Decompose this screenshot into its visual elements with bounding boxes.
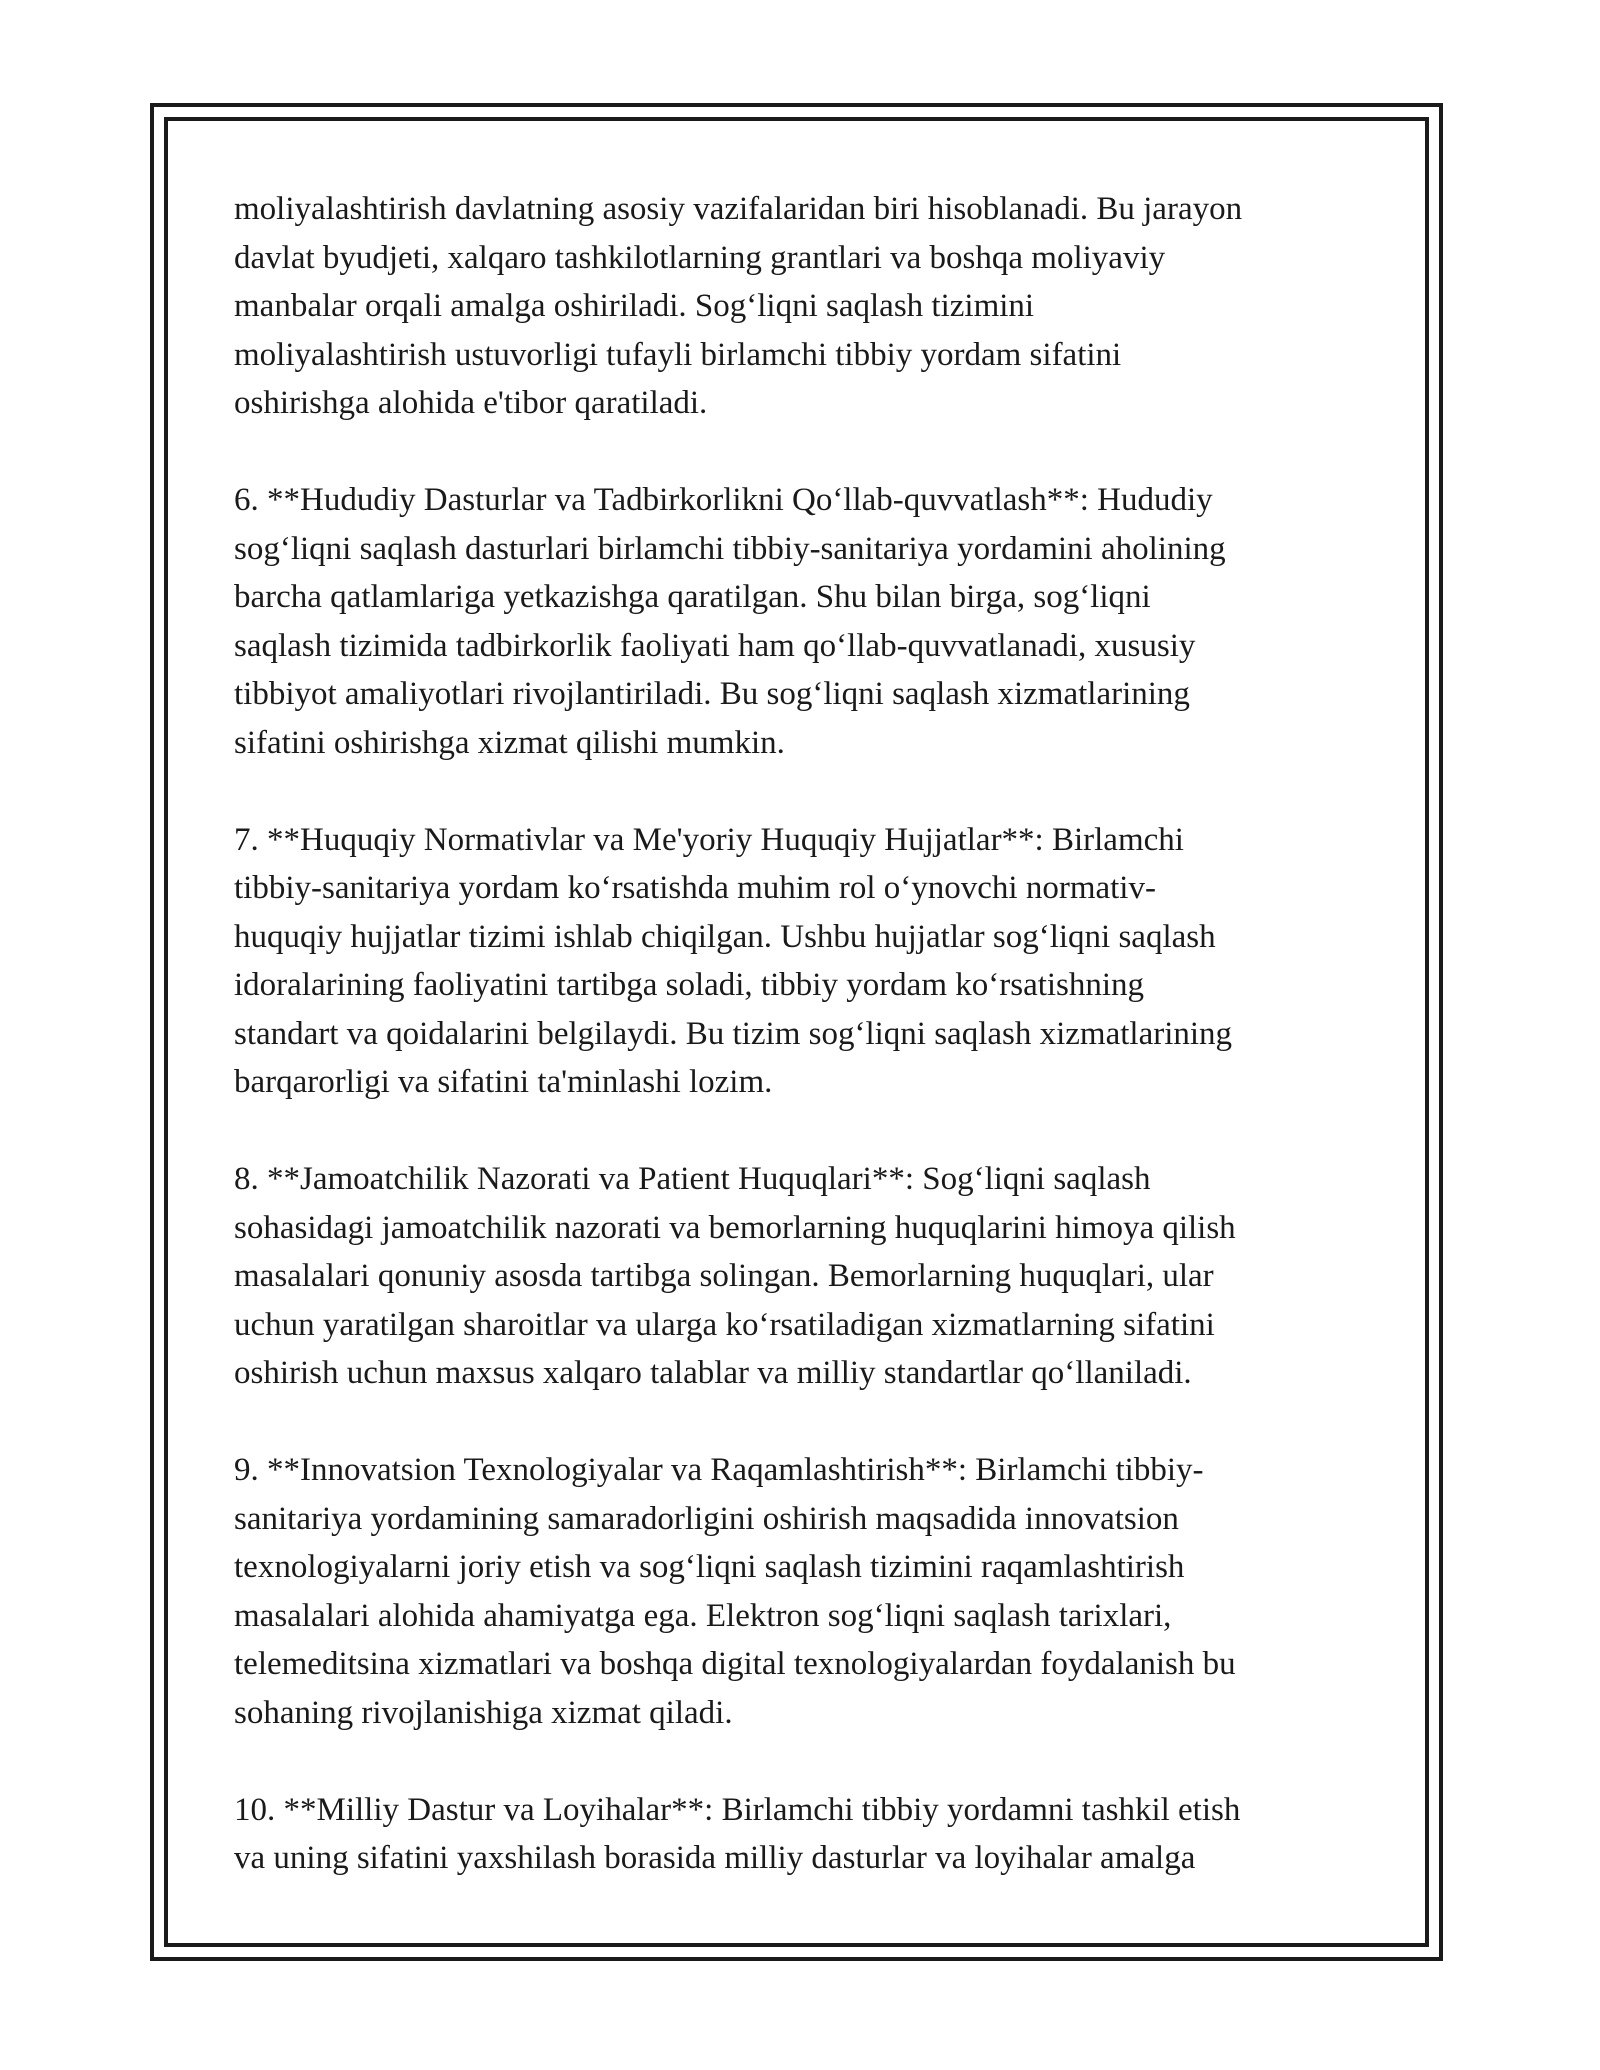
text-line: idoralarining faoliyatini tartibga soladi, tibbiy yordam ko‘rsatishning — [234, 967, 1145, 1003]
paragraph-item-9 — [234, 1446, 1374, 1737]
text-line: tibbiyot amaliyotlari rivojlantiriladi. Bu sog‘liqni saqlash xizmatlarining — [234, 676, 1190, 712]
text-line: standart va qoidalarini belgilaydi. Bu tizim sog‘liqni saqlash xizmatlarining — [234, 1015, 1233, 1052]
text-line: oshirish uchun maxsus xalqaro talablar va milliy standartlar qo‘llaniladi. — [234, 1355, 1192, 1391]
text-line: oshirishga alohida e'tibor qaratiladi. — [234, 385, 708, 421]
text-line: va uning sifatini yaxshilash borasida milliy dasturlar va loyihalar amalga — [234, 1840, 1196, 1876]
text-line: tibbiy-sanitariya yordam ko‘rsatishda muhim rol o‘ynovchi normativ- — [234, 870, 1156, 906]
text-line: saqlash tizimida tadbirkorlik faoliyati ham qo‘llab-quvvatlanadi, xususiy — [234, 627, 1196, 664]
text-line: moliyalashtirish davlatning asosiy vazifalaridan biri hisoblanadi. Bu jarayon — [234, 191, 1243, 227]
text-line: sohaning rivojlanishiga xizmat qiladi. — [234, 1694, 733, 1731]
paragraph-item-6 — [234, 476, 1374, 767]
paragraph-financing-continued — [234, 185, 1374, 428]
text-line: masalalari alohida ahamiyatga ega. Elektron sog‘liqni saqlash tarixlari, — [234, 1597, 1172, 1634]
text-line: huquqiy hujjatlar tizimi ishlab chiqilgan. Ushbu hujjatlar sog‘liqni saqlash — [234, 918, 1216, 955]
text-line: 10. **Milliy Dastur va Loyihalar**: Birlamchi tibbiy yordamni tashkil etish — [234, 1791, 1241, 1828]
text-line: 6. **Hududiy Dasturlar va Tadbirkorlikni Qo‘llab-quvvatlash**: Hududiy — [234, 482, 1213, 518]
text-line: sohasidagi jamoatchilik nazorati va bemorlarning huquqlarini himoya qilish — [234, 1209, 1236, 1246]
paragraph-item-7 — [234, 816, 1374, 1107]
text-line: 9. **Innovatsion Texnologiyalar va Raqamlashtirish**: Birlamchi tibbiy- — [234, 1452, 1204, 1488]
document-body — [234, 185, 1374, 1931]
text-line: manbalar orqali amalga oshiriladi. Sog‘liqni saqlash tizimini — [234, 288, 1035, 324]
text-line: sog‘liqni saqlash dasturlari birlamchi tibbiy-sanitariya yordamini aholining — [234, 530, 1226, 567]
paragraph-item-10 — [234, 1786, 1374, 1883]
text-line: telemeditsina xizmatlari va boshqa digital texnologiyalardan foydalanish bu — [234, 1646, 1236, 1682]
text-line: barqarorligi va sifatini ta'minlashi lozim. — [234, 1064, 773, 1100]
text-line: texnologiyalarni joriy etish va sog‘liqni saqlash tizimini raqamlashtirish — [234, 1549, 1185, 1585]
text-line: masalalari qonuniy asosda tartibga solingan. Bemorlarning huquqlari, ular — [234, 1258, 1214, 1294]
text-line: barcha qatlamlariga yetkazishga qaratilgan. Shu bilan birga, sog‘liqni — [234, 579, 1151, 615]
paragraph-item-8 — [234, 1155, 1374, 1398]
text-line: moliyalashtirish ustuvorligi tufayli birlamchi tibbiy yordam sifatini — [234, 336, 1122, 373]
text-line: 7. **Huquqiy Normativlar va Me'yoriy Huquqiy Hujjatlar**: Birlamchi — [234, 821, 1184, 858]
text-line: 8. **Jamoatchilik Nazorati va Patient Huquqlari**: Sog‘liqni saqlash — [234, 1161, 1151, 1197]
text-line: sanitariya yordamining samaradorligini oshirish maqsadida innovatsion — [234, 1500, 1179, 1537]
text-line: davlat byudjeti, xalqaro tashkilotlarning grantlari va boshqa moliyaviy — [234, 239, 1166, 276]
text-line: uchun yaratilgan sharoitlar va ularga ko‘rsatiladigan xizmatlarning sifatini — [234, 1306, 1215, 1343]
text-line: sifatini oshirishga xizmat qilishi mumkin. — [234, 724, 785, 761]
